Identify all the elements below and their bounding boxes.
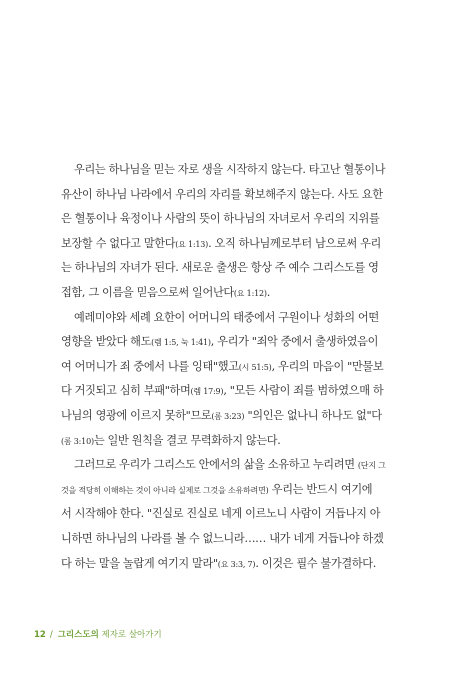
body-line: 서 시작해야 한다. "진실로 진실로 네게 이르노니 사람이 거듭나지 아 (61, 507, 381, 521)
citation: (렘 1:5, 눅 1:41) (151, 338, 211, 348)
body-line (61, 552, 437, 576)
citation: (요 3:3, 7) (217, 559, 256, 569)
text-run: 여 어머니가 죄 중에서 나를 잉태"했고 (61, 359, 239, 373)
body-line (61, 478, 437, 502)
text-run: . 이것은 필수 불가결하다. (255, 556, 376, 570)
book-title-rest: 제자로 살아가기 (98, 630, 162, 640)
body-line: 우리는 하나님을 믿는 자로 생을 시작하지 않는다. 타고난 혈통이나 (74, 163, 386, 176)
text-run: 는 일반 원칙을 결코 무력화하지 않는다. (93, 433, 281, 447)
body-line (61, 404, 437, 428)
body-line (61, 379, 437, 403)
body-line: 유산이 하나님 나라에서 우리의 자리를 확보해주지 않는다. 사도 요한 (61, 187, 383, 201)
book-title-bold: 그리스도의 (57, 630, 99, 640)
body-line: 니하면 하나님의 나라를 볼 수 없느니라…… 내가 네게 거듭나야 하겠 (61, 532, 384, 545)
body-line (61, 281, 437, 305)
text-run: 나님의 영광에 이르지 못하"므로 (61, 409, 212, 422)
citation: (단지 그 (357, 461, 386, 471)
text-run: 그러므로 우리가 그리스도 안에서의 삶을 소유하고 누리려면 (74, 458, 358, 472)
text-run: 다 하는 말을 놀랍게 여기지 말라" (61, 556, 218, 570)
body-line (61, 330, 437, 354)
body-line: 예레미야와 세례 요한이 어머니의 태중에서 구원이나 성화의 어떤 (74, 310, 379, 324)
text-run: . 오직 하나님께로부터 남으로써 우리 (208, 236, 381, 250)
page-footer (34, 629, 162, 641)
citation: 것을 적당히 이해하는 것이 아니라 실제로 그것을 소유하려면) (61, 485, 269, 495)
text-run: 우리는 반드시 여기에 (268, 482, 373, 496)
citation: (롬 3:10) (61, 436, 94, 446)
body-line (61, 232, 437, 256)
text-run: "의인은 없나니 하나도 없"다 (244, 409, 382, 422)
citation: (요 1:12) (233, 289, 267, 298)
text-run: , 우리가 "죄악 중에서 출생하였음이 (210, 335, 379, 349)
text-run: , "모든 사람이 죄를 범하였으매 하 (223, 384, 384, 398)
citation: (롬 3:23) (211, 412, 245, 421)
text-run: 다 거짓되고 심히 부패"하며 (61, 384, 191, 398)
citation: (요 1:13) (175, 239, 209, 249)
body-line: 은 혈통이나 육정이나 사람의 뜻이 하나님의 자녀로서 우리의 지위를 (61, 212, 380, 226)
citation: (렘 17:9) (190, 387, 224, 397)
text-run: 영향을 받았다 해도 (61, 335, 152, 349)
text-run: 보장할 수 없다고 말한다 (61, 236, 176, 250)
body-line (61, 355, 437, 379)
text-run: . (266, 286, 270, 299)
text-run: , 우리의 마음이 "만물보 (271, 359, 384, 373)
body-line: 는 하나님의 자녀가 된다. 새로운 출생은 항상 주 예수 그리스도를 영 (61, 261, 379, 275)
body-line (61, 453, 437, 477)
text-run: 접함, 그 이름을 믿음으로써 일어난다 (61, 286, 234, 299)
body-line (61, 429, 437, 453)
footer-separator: / (49, 630, 53, 640)
citation: (시 51:5) (238, 362, 272, 372)
page-number: 12 (34, 630, 46, 640)
